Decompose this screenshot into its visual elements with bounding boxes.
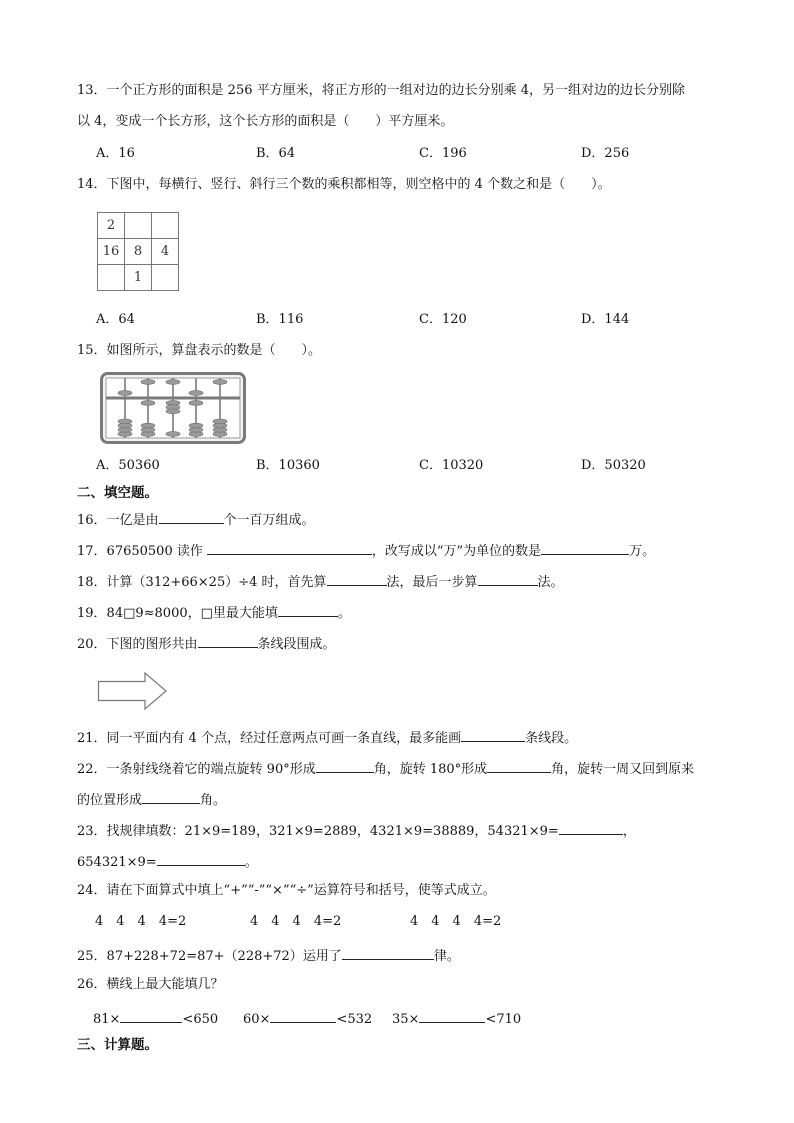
q13-option-d[interactable]: D．256 <box>581 146 630 161</box>
q16-text-a: 16．一亿是由 <box>77 513 159 528</box>
q26-text-p1a: 81× <box>93 1012 121 1027</box>
q13-line2: 以 4，变成一个长方形，这个长方形的面积是（ ）平方厘米。 <box>77 114 454 129</box>
grid-cell <box>98 265 125 291</box>
abacus-bead <box>118 391 132 396</box>
q21-blank[interactable] <box>461 727 525 742</box>
q26-blank-3[interactable] <box>419 1008 485 1023</box>
section-calculation-heading: 三、计算题。 <box>77 1037 158 1053</box>
q18-blank-2[interactable] <box>478 571 538 586</box>
abacus-bead <box>166 380 180 385</box>
q24-expr-2[interactable]: 4 4 4 4=2 <box>250 914 342 929</box>
q26-blank-2[interactable] <box>270 1008 336 1023</box>
q15-option-c[interactable]: C．10320 <box>419 458 484 473</box>
q23-text-d: 。 <box>244 855 258 870</box>
abacus-bead <box>141 380 155 385</box>
q26-part-1 <box>93 1008 218 1029</box>
q26-text-p2b: <532 <box>336 1012 373 1027</box>
grid-cell: 4 <box>152 239 179 265</box>
q15-line1: 15．如图所示，算盘表示的数是（ ）。 <box>77 343 322 358</box>
q14-option-b[interactable]: B．116 <box>256 312 304 327</box>
q23-blank-2[interactable] <box>157 851 245 866</box>
q23-text-c: 654321×9= <box>77 855 157 870</box>
q20 <box>77 633 336 654</box>
abacus-bead <box>189 391 203 396</box>
q25 <box>77 945 460 966</box>
q26-text-p3b: <710 <box>485 1012 522 1027</box>
q13-option-c[interactable]: C．196 <box>419 146 467 161</box>
q18 <box>77 571 564 592</box>
q19-text-b: 。 <box>337 606 351 621</box>
q20-text-b: 条线段围成。 <box>257 637 336 652</box>
q22-blank-2[interactable] <box>487 758 551 773</box>
q21 <box>77 727 577 748</box>
q17-blank-wan[interactable] <box>541 540 629 555</box>
q13-option-a[interactable]: A．16 <box>96 146 135 161</box>
q19-text-a: 19．84□9≈8000，□里最大能填 <box>77 606 278 621</box>
q21-text-a: 21．同一平面内有 4 个点，经过任意两点可画一条直线，最多能画 <box>77 731 462 746</box>
q17-text-a: 17．67650500 读作 <box>77 544 203 559</box>
grid-cell: 1 <box>125 265 152 291</box>
grid-cell: 16 <box>98 239 125 265</box>
grid-cell: 2 <box>98 213 125 239</box>
abacus-bead <box>213 419 227 424</box>
abacus-bead <box>166 432 180 437</box>
q16-blank[interactable] <box>159 509 224 524</box>
abacus-bead <box>213 380 227 385</box>
q21-text-b: 条线段。 <box>525 731 578 746</box>
q26-text-p1b: <650 <box>182 1012 219 1027</box>
grid-cell <box>152 213 179 239</box>
q20-blank[interactable] <box>198 633 258 648</box>
q17 <box>77 540 655 561</box>
q19-blank[interactable] <box>278 602 338 617</box>
q26-part-2 <box>243 1008 372 1029</box>
q22-text-a: 22．一条射线绕着它的端点旋转 90°形成 <box>77 762 316 777</box>
q18-text-a: 18．计算（312+66×25）÷4 时，首先算 <box>77 575 327 590</box>
q15-option-a[interactable]: A．50360 <box>96 458 160 473</box>
q17-blank-reading[interactable] <box>207 540 372 555</box>
q13-option-b[interactable]: B．64 <box>256 146 296 161</box>
q25-text-b: 律。 <box>433 949 460 964</box>
q17-text-b: ，改写成以“万”为单位的数是 <box>371 544 542 559</box>
q20-text-a: 20．下图的图形共由 <box>77 637 198 652</box>
q26-line1: 26．横线上最大能填几？ <box>77 977 224 992</box>
q14-line1: 14．下图中，每横行、竖行、斜行三个数的乘积都相等，则空格中的 4 个数之和是（ ）。 <box>77 177 611 192</box>
q22-line1 <box>77 758 694 779</box>
q17-text-c: 万。 <box>629 544 656 559</box>
q24-line1: 24．请在下面算式中填上“+”“-”“×”“÷”运算符号和括号，使等式成立。 <box>77 883 496 898</box>
q22-text-d: 的位置形成 <box>77 793 143 808</box>
grid-cell <box>152 265 179 291</box>
q14-option-d[interactable]: D．144 <box>581 312 630 327</box>
q14-option-a[interactable]: A．64 <box>96 312 135 327</box>
q14-option-c[interactable]: C．120 <box>419 312 467 327</box>
q25-blank[interactable] <box>342 945 434 960</box>
abacus-bead <box>189 423 203 428</box>
q26-blank-1[interactable] <box>120 1008 182 1023</box>
q22-blank-3[interactable] <box>142 789 200 804</box>
abacus-figure <box>100 372 246 444</box>
q25-text-a: 25．87+228+72=87+（228+72）运用了 <box>77 949 342 964</box>
abacus-bead <box>166 409 180 414</box>
section-fill-in-heading: 二、填空题。 <box>77 485 158 501</box>
q22-text-b: 角，旋转 180°形成 <box>373 762 488 777</box>
q24-expr-1[interactable]: 4 4 4 4=2 <box>95 914 187 929</box>
q15-option-b[interactable]: B．10360 <box>256 458 320 473</box>
q18-blank-1[interactable] <box>327 571 387 586</box>
abacus-bead <box>141 401 155 406</box>
q22-line2 <box>77 789 226 810</box>
q23-text-a: 23．找规律填数：21×9=189，321×9=2889，4321×9=38889，54321×9= <box>77 824 559 839</box>
q26-text-p2a: 60× <box>243 1012 271 1027</box>
arrow-shape-figure <box>97 671 169 711</box>
q26-text-p3a: 35× <box>392 1012 420 1027</box>
q23-text-b: ， <box>622 824 636 839</box>
abacus-bead <box>189 401 203 406</box>
q23-blank-1[interactable] <box>559 820 623 835</box>
q22-text-e: 角。 <box>200 793 227 808</box>
q18-text-b: 法，最后一步算 <box>386 575 478 590</box>
grid-cell: 8 <box>125 239 152 265</box>
q24-expr-3[interactable]: 4 4 4 4=2 <box>410 914 502 929</box>
q15-option-d[interactable]: D．50320 <box>581 458 646 473</box>
q26-part-3 <box>392 1008 521 1029</box>
q16 <box>77 509 315 530</box>
q23-line2 <box>77 851 258 872</box>
q23-line1 <box>77 820 636 841</box>
q22-blank-1[interactable] <box>316 758 374 773</box>
q16-text-b: 个一百万组成。 <box>223 513 315 528</box>
grid-cell <box>125 213 152 239</box>
q19 <box>77 602 351 623</box>
abacus-bead <box>141 423 155 428</box>
q22-text-c: 角，旋转一周又回到原来 <box>551 762 695 777</box>
q13-line1: 13．一个正方形的面积是 256 平方厘米，将正方形的一组对边的边长分别乘 4，另一组对边的边长分别除 <box>77 83 686 98</box>
abacus-bead <box>118 419 132 424</box>
number-grid <box>97 212 179 291</box>
q18-text-c: 法。 <box>537 575 564 590</box>
